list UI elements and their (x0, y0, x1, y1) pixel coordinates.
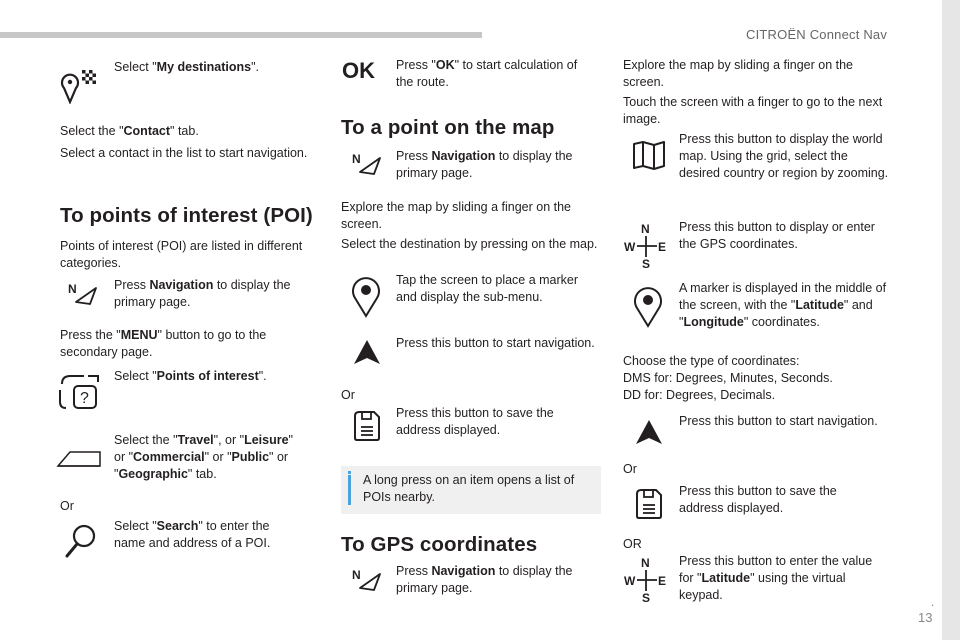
compass-s: S (642, 257, 651, 270)
dd-text: DD for: Degrees, Decimals. (623, 388, 776, 402)
start-navigation-icon (352, 338, 382, 366)
step-points-of-interest: Select "Points of interest". (114, 369, 267, 383)
poi-heading: To points of interest (POI) (60, 204, 313, 227)
step-category-tabs: Select the "Travel", or "Leisure" or "Commercial" or "Public" or "Geographic" tab. (114, 433, 293, 481)
poi-intro-text: Points of interest (POI) are listed in different categories. (60, 239, 303, 270)
step-navigation-gps: Press Navigation to display the primary page. (396, 564, 573, 595)
start-navigation-icon (634, 418, 664, 446)
select-destination-text: Select the destination by pressing on the map. (341, 237, 598, 251)
step-start-navigation: Press this button to start navigation. (396, 336, 595, 350)
contact-tab-text: Select the "Contact" tab. (60, 124, 199, 138)
step-enter-latitude: Press this button to enter the value for "Latitude" using the virtual keypad. (679, 554, 873, 602)
gps-compass-icon (624, 556, 668, 604)
menu-button-text: Press the "MENU" button to go to the secondary page. (60, 328, 267, 359)
info-icon (348, 475, 351, 505)
or-label: Or (623, 462, 637, 476)
explore-map-text: Explore the map by sliding a finger on the screen. (341, 200, 571, 231)
my-destinations-icon (60, 68, 100, 104)
compass-e: E (658, 574, 667, 588)
compass-s: S (642, 591, 651, 604)
or-label: Or (60, 499, 74, 513)
compass-n: N (641, 556, 650, 570)
svg-text:N: N (68, 282, 77, 296)
touch-screen-text: Touch the screen with a finger to go to the next image. (623, 95, 883, 126)
compass-w: W (624, 240, 636, 254)
map-marker-icon (350, 276, 382, 318)
step-navigation-poi: Press Navigation to display the primary page. (114, 278, 291, 309)
svg-text:?: ? (80, 390, 89, 407)
points-of-interest-icon (58, 372, 102, 412)
step-marker-coordinates: A marker is displayed in the middle of the screen, with the "Latitude" and "Longitude" coordinates. (679, 281, 887, 329)
svg-text:N: N (352, 568, 361, 582)
world-map-icon (632, 140, 666, 170)
navigation-icon (352, 568, 384, 598)
header-rule (0, 32, 482, 38)
step-tap-marker: Tap the screen to place a marker and display the sub-menu. (396, 273, 579, 304)
step-save-address: Press this button to save the address displayed. (396, 406, 554, 437)
brand-title: CITROËN Connect Nav (746, 27, 888, 42)
info-callout (341, 466, 601, 514)
navigation-icon (352, 152, 384, 182)
map-marker-icon (632, 286, 664, 328)
or-label-upper: OR (623, 537, 642, 551)
step-save-address-gps: Press this button to save the address displayed. (679, 484, 837, 515)
dms-text: DMS for: Degrees, Minutes, Seconds. (623, 371, 833, 385)
gps-compass-icon (624, 222, 668, 270)
gps-heading: To GPS coordinates (341, 533, 538, 556)
save-icon (352, 410, 382, 442)
page-number: 13 (918, 610, 933, 625)
coordinate-type-text: Choose the type of coordinates: (623, 354, 800, 368)
page-mark: . (931, 595, 935, 609)
explore-map-text-2: Explore the map by sliding a finger on the screen. (623, 58, 853, 89)
map-point-heading: To a point on the map (341, 116, 555, 139)
callout-text: A long press on an item opens a list of POIs nearby. (363, 473, 575, 504)
category-tab-icon (56, 446, 102, 470)
svg-text:N: N (352, 152, 361, 166)
compass-w: W (624, 574, 636, 588)
step-ok: Press "OK" to start calculation of the route. (396, 58, 578, 89)
or-label: Or (341, 388, 355, 402)
page-edge-tab (942, 0, 960, 640)
step-navigation-map: Press Navigation to display the primary page. (396, 149, 573, 180)
step-gps-coordinates: Press this button to display or enter the GPS coordinates. (679, 220, 875, 251)
step-search: Select "Search" to enter the name and address of a POI. (114, 519, 271, 550)
ok-icon: OK (342, 58, 375, 83)
step-start-navigation-gps: Press this button to start navigation. (679, 414, 878, 428)
compass-e: E (658, 240, 667, 254)
step-world-map: Press this button to display the world map. Using the grid, select the desired country or region by zooming. (679, 132, 889, 180)
compass-n: N (641, 222, 650, 236)
step-my-destinations: Select "My destinations". (114, 60, 260, 74)
navigation-icon (68, 282, 100, 312)
info-icon-dot (348, 471, 351, 474)
save-icon (634, 488, 664, 520)
contact-select-text: Select a contact in the list to start navigation. (60, 146, 308, 160)
search-icon (62, 522, 102, 560)
